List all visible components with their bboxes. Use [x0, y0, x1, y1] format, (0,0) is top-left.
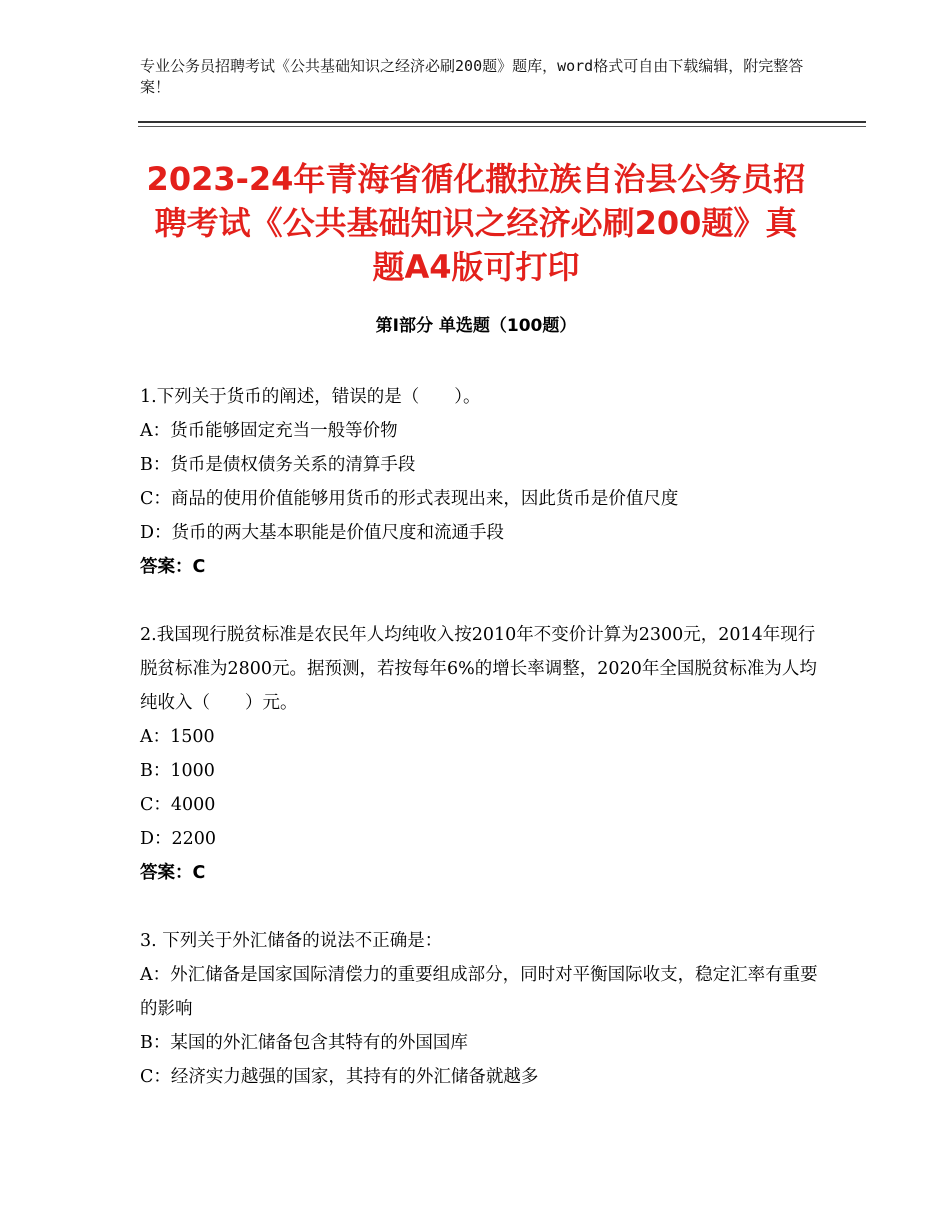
question-3	[140, 924, 820, 1094]
option-c: C：经济实力越强的国家，其持有的外汇储备就越多	[140, 1067, 539, 1087]
section-title: 第Ⅰ部分 单选题（100题）	[375, 316, 577, 336]
option-d: D：2200	[140, 829, 217, 849]
option-b: B：货币是债权债务关系的清算手段	[140, 455, 416, 475]
header-rule-thick	[138, 121, 866, 123]
question-stem: 2.我国现行脱贫标准是农民年人均纯收入按2010年不变价计算为2300元，2014年现行脱贫标准为2800元。据预测，若按每年6%的增长率调整，2020年全国脱贫标准为人均纯收入（ ）元。	[140, 625, 817, 713]
option-a: A：1500	[140, 727, 215, 747]
option-c: C：4000	[140, 795, 216, 815]
option-d: D：货币的两大基本职能是价值尺度和流通手段	[140, 523, 505, 543]
header-note: 专业公务员招聘考试《公共基础知识之经济必刷200题》题库，word格式可自由下载编辑，附完整答案！	[140, 57, 804, 96]
question-2	[140, 618, 820, 890]
question-stem: 1.下列关于货币的阐述，错误的是（ ）。	[140, 387, 481, 407]
option-b: B：1000	[140, 761, 215, 781]
question-list	[140, 380, 820, 1128]
option-b: B：某国的外汇储备包含其特有的外国国库	[140, 1033, 468, 1053]
option-c: C：商品的使用价值能够用货币的形式表现出来，因此货币是价值尺度	[140, 489, 679, 509]
question-stem: 3. 下列关于外汇储备的说法不正确是：	[140, 931, 443, 951]
question-1	[140, 380, 820, 584]
header-rule-thin	[138, 126, 866, 127]
option-a: A：货币能够固定充当一般等价物	[140, 421, 398, 441]
document-title: 2023-24年青海省循化撒拉族自治县公务员招聘考试《公共基础知识之经济必刷200题》真题A4版可打印	[146, 160, 806, 286]
answer: 答案：C	[140, 863, 206, 883]
option-a: A：外汇储备是国家国际清偿力的重要组成部分，同时对平衡国际收支，稳定汇率有重要的影响	[140, 965, 818, 1019]
answer: 答案：C	[140, 557, 206, 577]
